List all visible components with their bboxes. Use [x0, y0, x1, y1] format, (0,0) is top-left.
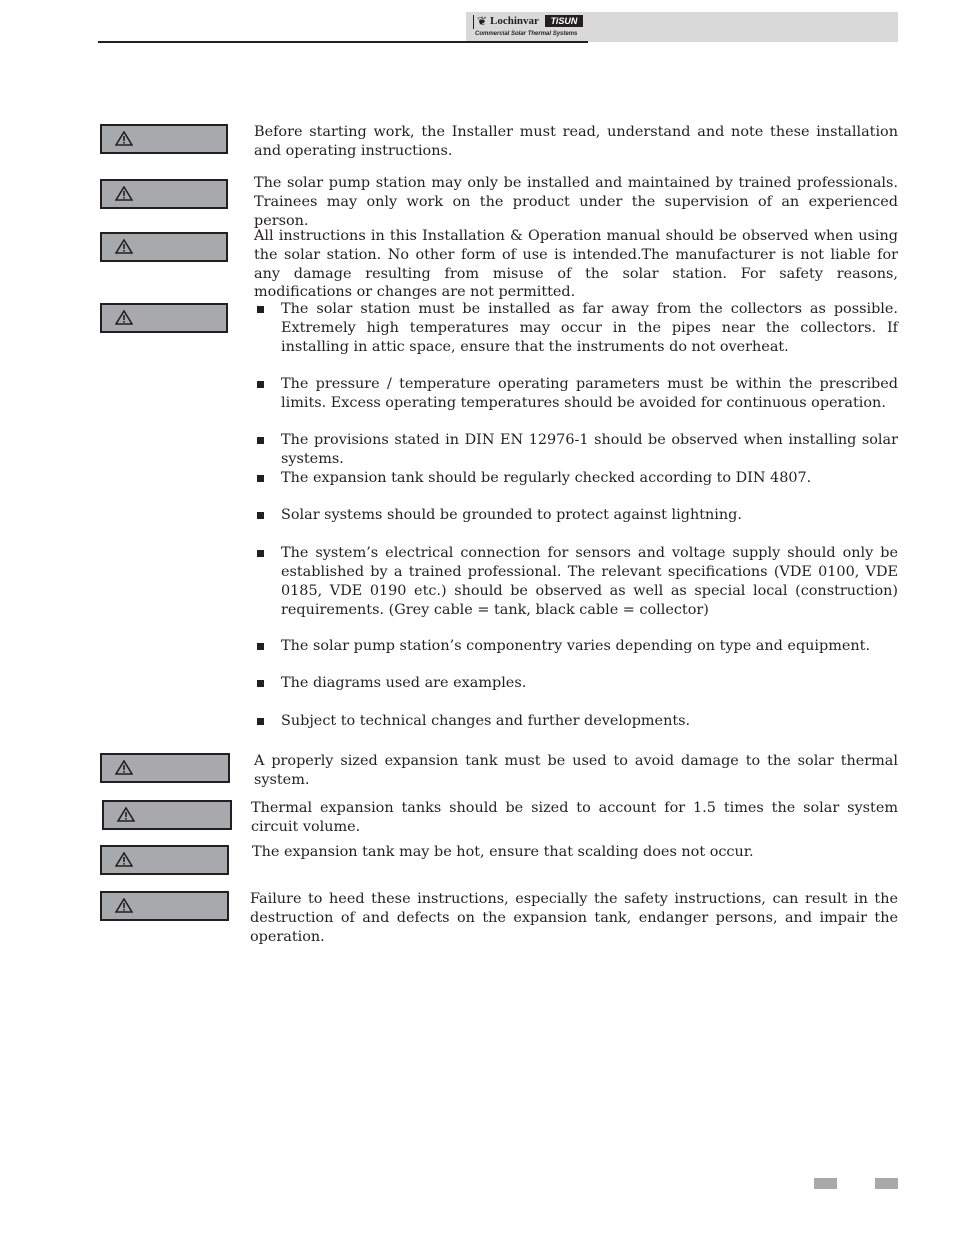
warning-label — [100, 753, 230, 783]
warning-triangle-icon — [115, 760, 133, 775]
warning-triangle-icon — [115, 852, 133, 867]
intro-paragraph: All instructions in this Installation & Operation manual should be observed when using the solar station. No other form of use is intended.The manufacturer is not liable for any damage resulting from misuse of the solar station. For safety reasons, modifications or changes are not permitted. — [254, 228, 898, 301]
list-item — [257, 674, 898, 693]
list-item-text: Solar systems should be grounded to protect against lightning. — [281, 507, 742, 523]
list-item-text: The expansion tank should be regularly checked according to DIN 4807. — [281, 470, 812, 486]
list-item-text: The pressure / temperature operating parameters must be within the prescribed limits. Excess operating temperatures should be avoided for continuous operation. — [281, 376, 898, 411]
list-item — [257, 469, 898, 488]
warning-label — [100, 179, 228, 209]
warning-label — [100, 232, 228, 262]
brand-partner: TiSUN — [545, 15, 583, 27]
warning-label — [100, 303, 228, 333]
list-item-text: The solar station must be installed as far away from the collectors as possible. Extremely high temperatures may occur in the pipes near the collectors. If installing in attic space, ensure that the instruments do not overheat. — [281, 301, 898, 355]
bullet-square-icon — [257, 512, 264, 519]
warning-triangle-icon — [115, 131, 133, 146]
bullet-square-icon — [257, 475, 264, 482]
list-item — [257, 637, 898, 656]
list-item — [257, 712, 898, 731]
warning-triangle-icon — [115, 239, 133, 254]
tank-paragraph: Failure to heed these instructions, especially the safety instructions, can result in the destruction of and defects on the expansion tank, endanger persons, and impair the operation. — [250, 891, 898, 945]
bullet-square-icon — [257, 381, 264, 388]
tank-paragraph: Thermal expansion tanks should be sized to account for 1.5 times the solar system circuit volume. — [251, 800, 898, 835]
list-item — [257, 506, 898, 525]
brand-name: Lochinvar — [490, 15, 539, 27]
warning-label — [100, 891, 229, 921]
warning-label — [102, 800, 232, 830]
bullet-square-icon — [257, 437, 264, 444]
list-item — [257, 544, 898, 620]
list-item-text: The provisions stated in DIN EN 12976-1 should be observed when installing solar systems. — [281, 432, 898, 467]
list-item-text: Subject to technical changes and further developments. — [281, 713, 691, 729]
warning-label — [100, 845, 229, 875]
bullet-square-icon — [257, 718, 264, 725]
list-item-text: The diagrams used are examples. — [281, 675, 527, 691]
list-item — [257, 375, 898, 413]
footer-tab — [814, 1178, 837, 1189]
warning-label — [100, 124, 228, 154]
intro-paragraph: The solar pump station may only be installed and maintained by trained professionals. Trainees may only work on the product under the supervision of an experienced person. — [254, 175, 898, 229]
list-item-text: The solar pump station’s componentry varies depending on type and equipment. — [281, 638, 871, 654]
intro-paragraph: Before starting work, the Installer must read, understand and note these installation and operating instructions. — [254, 124, 898, 159]
tank-paragraph: A properly sized expansion tank must be used to avoid damage to the solar thermal system. — [254, 753, 898, 788]
warning-triangle-icon — [115, 310, 133, 325]
bullet-square-icon — [257, 550, 264, 557]
logo-divider — [473, 15, 474, 29]
warning-triangle-icon — [115, 898, 133, 913]
bullet-square-icon — [257, 306, 264, 313]
warning-triangle-icon — [115, 186, 133, 201]
brand-tagline: Commercial Solar Thermal Systems — [475, 31, 578, 37]
bullet-square-icon — [257, 643, 264, 650]
list-item — [257, 300, 898, 357]
tank-paragraph: The expansion tank may be hot, ensure that scalding does not occur. — [252, 844, 754, 860]
footer-tab — [875, 1178, 898, 1189]
bullet-square-icon — [257, 680, 264, 687]
list-item-text: The system’s electrical connection for sensors and voltage supply should only be established by a trained professional. The relevant specifications (VDE 0100, VDE 0185, VDE 0190 etc.) should be observed as well as special local (construction) requirements. (Grey cable = tank, black cable = collector) — [281, 545, 898, 618]
warning-triangle-icon — [117, 807, 135, 822]
header-rule — [98, 41, 588, 43]
brand-logo — [470, 13, 588, 41]
list-item — [257, 431, 898, 469]
flame-icon: ❦ — [477, 14, 488, 28]
